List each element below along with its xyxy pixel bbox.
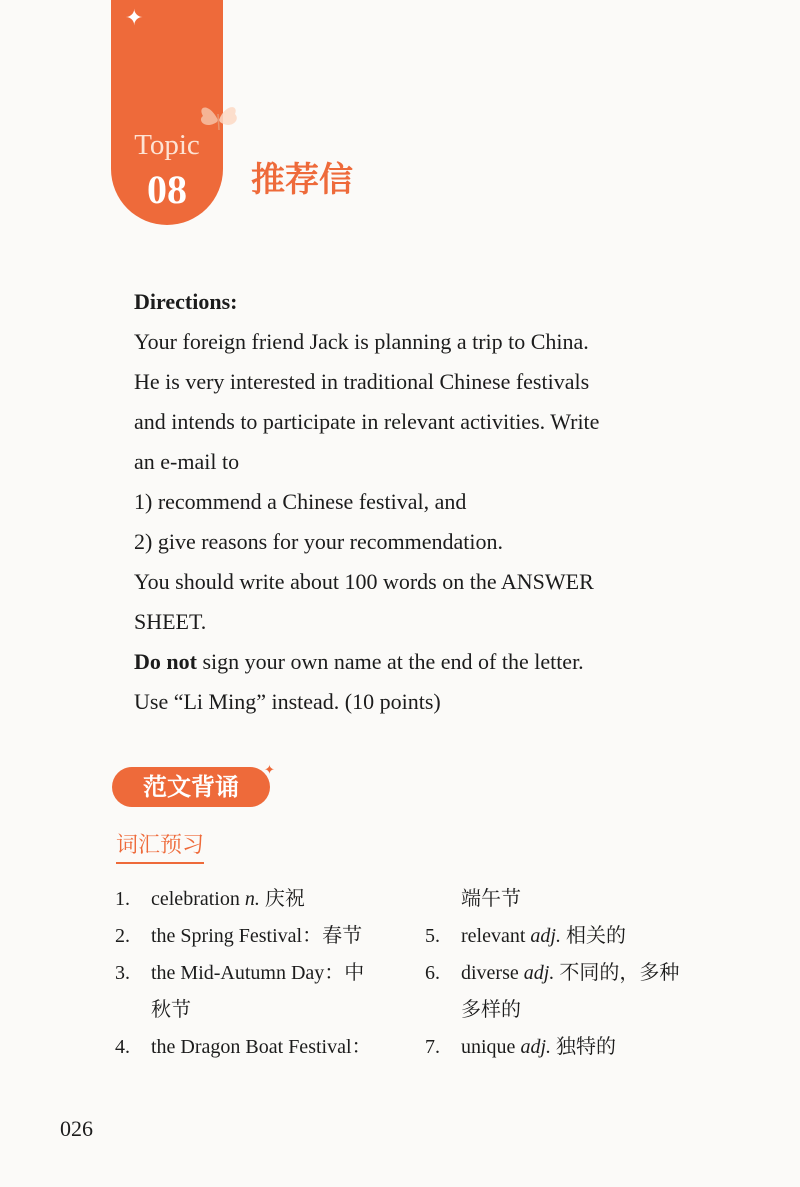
vocab-number: 7. — [425, 1036, 440, 1058]
directions-line: 2) give reasons for your recommendation. — [134, 529, 503, 554]
vocab-number — [425, 992, 461, 1029]
directions-line: You should write about 100 words on the ANSWER — [134, 569, 594, 594]
vocab-number: 6. — [425, 962, 440, 984]
vocab-number: 5. — [425, 925, 440, 947]
vocab-text: 端午节 — [461, 888, 521, 910]
vocab-item — [115, 1029, 405, 1066]
do-not-rest: sign your own name at the end of the letter. — [196, 649, 584, 674]
vocab-item — [115, 918, 405, 955]
vocab-number: 3. — [115, 962, 130, 984]
vocab-text: diverse adj. 不同的，多种 — [461, 962, 680, 984]
directions-line: Use “Li Ming” instead. (10 points) — [134, 689, 441, 714]
sparkle-icon: ✦ — [264, 763, 275, 778]
directions-line: and intends to participate in relevant activities. Write — [134, 409, 600, 434]
vocab-item — [115, 881, 405, 918]
do-not-text: Do not — [134, 649, 197, 674]
vocab-text: the Dragon Boat Festival： — [151, 1036, 372, 1058]
vocab-item — [425, 1029, 705, 1066]
vocab-number — [425, 881, 461, 918]
vocab-item — [115, 955, 405, 992]
vocab-text: relevant adj. 相关的 — [461, 925, 626, 947]
page-title: 推荐信 — [251, 160, 353, 200]
directions-block — [134, 282, 694, 722]
directions-line: Your foreign friend Jack is planning a trip to China. — [134, 329, 589, 354]
vocab-text: 秋节 — [151, 999, 191, 1021]
vocab-text: the Spring Festival：春节 — [151, 925, 363, 947]
vocab-text: 多样的 — [461, 999, 521, 1021]
vocab-number — [115, 992, 151, 1029]
vocab-number: 4. — [115, 1036, 130, 1058]
vocab-list-right — [425, 881, 705, 1066]
sparkle-icon: ✦ — [125, 6, 144, 31]
vocab-text: celebration n. 庆祝 — [151, 888, 305, 910]
vocab-item — [425, 992, 705, 1029]
directions-line: SHEET. — [134, 609, 207, 634]
vocab-item — [425, 918, 705, 955]
vocab-number: 1. — [115, 888, 130, 910]
directions-line: 1) recommend a Chinese festival, and — [134, 489, 467, 514]
vocab-item — [115, 992, 405, 1029]
topic-number: 08 — [147, 167, 187, 212]
vocab-text: unique adj. 独特的 — [461, 1036, 616, 1058]
vocab-text: the Mid-Autumn Day：中 — [151, 962, 365, 984]
directions-line: He is very interested in traditional Chinese festivals — [134, 369, 590, 394]
vocab-item — [425, 881, 705, 918]
directions-line: an e-mail to — [134, 449, 240, 474]
section-badge: 范文背诵 — [112, 767, 270, 807]
page-number: 026 — [60, 1116, 93, 1141]
topic-label: Topic — [134, 129, 200, 161]
vocab-number: 2. — [115, 925, 130, 947]
directions-line — [134, 642, 694, 682]
vocab-item — [425, 955, 705, 992]
vocab-list-left — [115, 881, 405, 1066]
vocab-heading: 词汇预习 — [116, 831, 204, 864]
directions-title: Directions: — [134, 289, 238, 314]
